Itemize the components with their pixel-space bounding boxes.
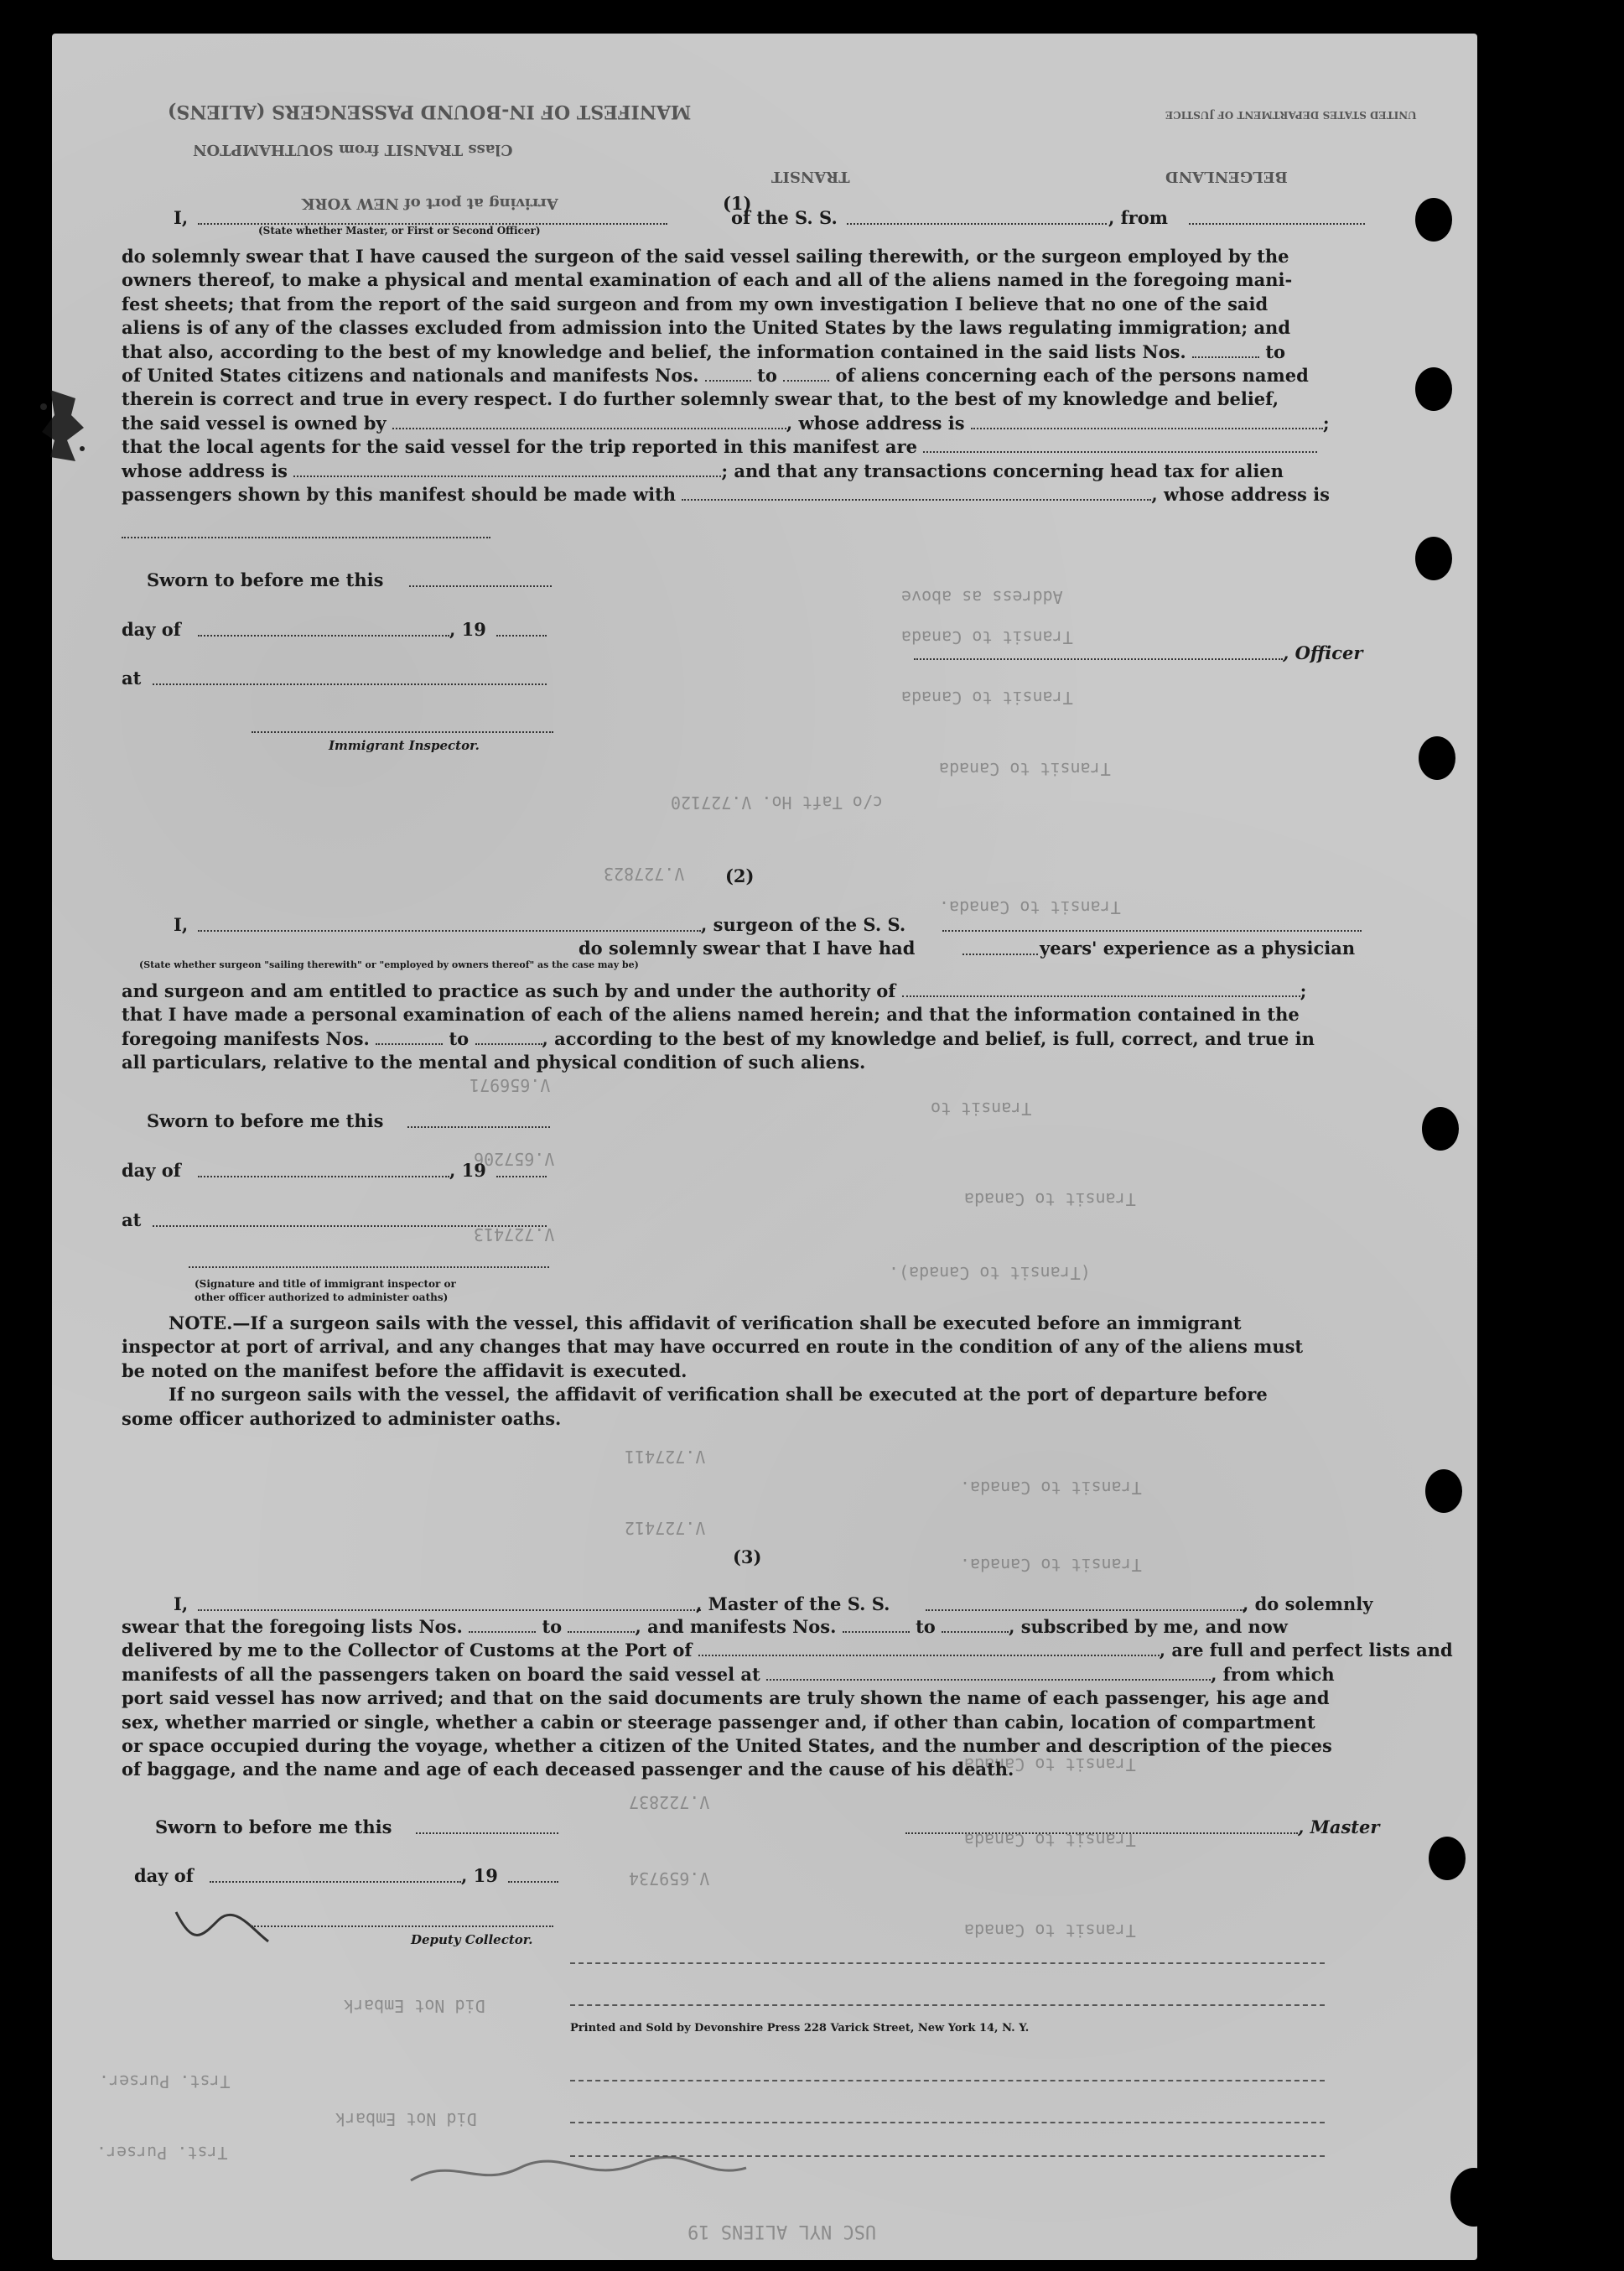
bleed-footer: USC NYL ALIENS 19 bbox=[687, 2221, 877, 2242]
s3-solemnly: , do solemnly bbox=[1243, 1593, 1373, 1614]
s3-full: , are full and perfect lists and bbox=[1159, 1640, 1453, 1661]
s2-to: to bbox=[449, 1027, 470, 1049]
bleed-entry: (Transit to Canada). bbox=[889, 1263, 1091, 1283]
section-1-number: (1) bbox=[723, 193, 752, 214]
note-block bbox=[122, 1312, 1375, 1431]
bleed-entry: Transit to Canada bbox=[964, 1189, 1136, 1209]
s1-of-ss-label: of the S. S. bbox=[731, 207, 838, 228]
punch-hole bbox=[1415, 198, 1452, 242]
bleed-entry: Trst. Purser. bbox=[99, 2071, 231, 2092]
s1-from-label: , from bbox=[1108, 207, 1168, 228]
s3-to-2: to bbox=[916, 1616, 936, 1637]
s1-body-line: owners thereof, to make a physical and mental examination of each and all of the aliens named in the foregoing mani- bbox=[122, 269, 1293, 291]
s2-body bbox=[122, 980, 1375, 1075]
s1-made-with: passengers shown by this manifest should be made with bbox=[122, 484, 677, 506]
s3-body-line bbox=[122, 1663, 1375, 1686]
s1-body-line: fest sheets; that from the report of the said surgeon and from my own investigation I believe that no one of the said bbox=[122, 293, 1269, 314]
s3-body bbox=[122, 1615, 1453, 1782]
s1-body-line bbox=[122, 460, 1375, 483]
s1-to-2: to bbox=[757, 365, 777, 387]
s3-nineteen: , 19 bbox=[461, 1865, 498, 1886]
section-3-number: (3) bbox=[733, 1546, 762, 1567]
bleed-entry: Trst. Purser. bbox=[96, 2143, 228, 2163]
s1-inspector-label: Immigrant Inspector. bbox=[329, 738, 480, 753]
bleed-entry: V.727411 bbox=[625, 1447, 706, 1467]
bleed-header-line: BELGENLAND bbox=[1165, 168, 1288, 185]
s3-collector-text: delivered by me to the Collector of Customs at the Port of bbox=[122, 1640, 693, 1661]
punch-hole bbox=[1415, 367, 1452, 411]
s1-officer-note: (State whether Master, or First or Second Officer) bbox=[258, 225, 541, 236]
s1-body-line bbox=[122, 364, 1375, 387]
ink-blot bbox=[34, 382, 92, 474]
s1-body-line bbox=[122, 435, 1375, 459]
s2-authority-text: and surgeon and am entitled to practice as such by and under the authority of bbox=[122, 980, 896, 1001]
punch-hole bbox=[1429, 1837, 1466, 1880]
bleed-entry: V.727823 bbox=[604, 864, 685, 884]
s1-lists-text: that also, according to the best of my knowledge and belief, the information contained in the said lists Nos. bbox=[122, 340, 1186, 362]
handwritten-mark bbox=[168, 1904, 285, 1954]
s3-body-line: port said vessel has now arrived; and that on the said documents are truly shown the name of each passenger, his age and bbox=[122, 1687, 1330, 1709]
s3-subscribed: , subscribed by me, and now bbox=[1009, 1616, 1288, 1637]
s1-agents-text: that the local agents for the said vessel for the trip reported in this manifest are bbox=[122, 436, 917, 458]
s1-whose-address: , whose address is bbox=[786, 412, 965, 434]
s1-sworn: Sworn to before me this bbox=[147, 569, 384, 590]
bleed-entry: V.657206 bbox=[474, 1149, 555, 1169]
s3-body-line: sex, whether married or single, whether a cabin or steerage passenger and, if other than cabin, location of compartment bbox=[122, 1711, 1315, 1733]
s2-manifests-text: foregoing manifests Nos. bbox=[122, 1027, 370, 1049]
s2-note: (State whether surgeon "sailing therewith" or "employed by owners thereof" as the case may be) bbox=[139, 959, 639, 970]
s3-body-line bbox=[122, 1639, 1453, 1662]
s2-day-of: day of bbox=[122, 1160, 181, 1181]
bleed-entry: V.727412 bbox=[625, 1518, 706, 1538]
s1-body-line: therein is correct and true in every respect. I do further solemnly swear that, to the best of my knowledge and belief, bbox=[122, 388, 1279, 410]
s3-taken-text: manifests of all the passengers taken on board the said vessel at bbox=[122, 1663, 760, 1685]
s3-manifests: , and manifests Nos. bbox=[635, 1616, 837, 1637]
s3-lists-text: swear that the foregoing lists Nos. bbox=[122, 1616, 463, 1637]
note-line: inspector at port of arrival, and any changes that may have occurred en route in the condition of any of the aliens must bbox=[122, 1336, 1304, 1358]
s2-signature-note-2: other officer authorized to administer oaths) bbox=[195, 1291, 449, 1303]
s1-whose-address-2: whose address is bbox=[122, 460, 288, 481]
s3-body-line: or space occupied during the voyage, whether a citizen of the United States, and the number and description of the pieces bbox=[122, 1735, 1332, 1757]
s3-master-sign: , Master bbox=[1298, 1816, 1380, 1837]
bleed-entry: c/o Taft Ho. V.727120 bbox=[671, 793, 883, 813]
bleed-entry: Transit to Canada bbox=[901, 627, 1073, 647]
bleed-entry: V.659734 bbox=[629, 1868, 710, 1889]
note-line: some officer authorized to administer oaths. bbox=[122, 1407, 562, 1429]
s1-body bbox=[122, 245, 1375, 507]
s2-signature-note-1: (Signature and title of immigrant inspector or bbox=[195, 1278, 456, 1290]
s2-body-line bbox=[122, 1027, 1375, 1051]
s1-aliens-concerning: of aliens concerning each of the persons named bbox=[835, 365, 1309, 387]
punch-hole bbox=[1425, 1469, 1462, 1513]
s1-day-of: day of bbox=[122, 619, 181, 640]
bleed-entry: Did Not Embark bbox=[335, 2109, 477, 2129]
s1-whose-address-3: , whose address is bbox=[1151, 484, 1330, 506]
s1-owned-by: the said vessel is owned by bbox=[122, 412, 387, 434]
punch-hole bbox=[1415, 537, 1452, 580]
s2-surgeon-label: , surgeon of the S. S. bbox=[701, 914, 906, 935]
bleed-header-line: Arriving at port of NEW YORK bbox=[302, 195, 558, 212]
bleed-entry: Transit to Canada. bbox=[960, 1555, 1142, 1575]
bleed-entry: Address as above bbox=[901, 587, 1063, 607]
s2-i-label: I, bbox=[174, 914, 189, 935]
s1-nineteen: , 19 bbox=[449, 619, 486, 640]
bleed-entry: Transit to Canada bbox=[964, 1754, 1136, 1775]
s1-to: to bbox=[1265, 340, 1286, 362]
bleed-entry: V.656971 bbox=[470, 1075, 551, 1095]
s1-body-line bbox=[122, 340, 1375, 364]
s3-to: to bbox=[542, 1616, 563, 1637]
bleed-entry: Transit to bbox=[931, 1099, 1032, 1119]
punch-hole bbox=[1419, 736, 1455, 780]
bleed-entry: Did Not Embark bbox=[344, 1996, 485, 2016]
handwritten-mark bbox=[402, 2147, 755, 2197]
s1-body-line bbox=[122, 412, 1375, 435]
bleed-header-line: UNITED STATES DEPARTMENT OF JUSTICE bbox=[1165, 109, 1417, 121]
bleed-entry: Transit to Canada bbox=[964, 1830, 1136, 1850]
bleed-entry: Transit to Canada bbox=[901, 688, 1073, 708]
bleed-entry: Transit to Canada bbox=[964, 1920, 1136, 1941]
s2-nineteen: , 19 bbox=[449, 1160, 486, 1181]
s2-sworn: Sworn to before me this bbox=[147, 1110, 384, 1131]
note-line: be noted on the manifest before the affidavit is executed. bbox=[122, 1359, 687, 1381]
s3-body-line bbox=[122, 1615, 1375, 1639]
s2-years-label: years' experience as a physician bbox=[1040, 938, 1356, 959]
s2-semicolon: ; bbox=[1300, 980, 1307, 1001]
bleed-entry: V.722837 bbox=[629, 1792, 710, 1812]
s2-body-line: that I have made a personal examination of each of the aliens named herein; and that the information contained in the bbox=[122, 1004, 1300, 1026]
s3-body-line: of baggage, and the name and age of each deceased passenger and the cause of his death. bbox=[122, 1759, 1014, 1780]
s2-body-line: all particulars, relative to the mental and physical condition of such aliens. bbox=[122, 1052, 866, 1073]
bleed-entry: Transit to Canada bbox=[939, 759, 1111, 779]
s1-body-line bbox=[122, 483, 1375, 507]
s2-body-line bbox=[122, 980, 1375, 1003]
punch-hole bbox=[1422, 1107, 1459, 1151]
printer-credit: Printed and Sold by Devonshire Press 228 Varick Street, New York 14, N. Y. bbox=[570, 2022, 1030, 2035]
s1-body-line: aliens is of any of the classes excluded from admission into the United States by the laws regulating immigration; and bbox=[122, 317, 1291, 339]
s1-semicolon: ; bbox=[1322, 412, 1330, 434]
s3-sworn: Sworn to before me this bbox=[155, 1816, 392, 1837]
s1-nationals-text: of United States citizens and nationals and manifests Nos. bbox=[122, 365, 699, 387]
note-line: NOTE.—If a surgeon sails with the vessel, this affidavit of verification shall be executed before an immigrant bbox=[169, 1312, 1242, 1333]
s3-master-label: , Master of the S. S. bbox=[696, 1593, 890, 1614]
bleed-header-line: Class TRANSIT from SOUTHAMPTON bbox=[193, 141, 513, 159]
s1-body-line: do solemnly swear that I have caused the surgeon of the said vessel sailing therewith, or the surgeon employed by the bbox=[122, 246, 1289, 267]
s3-from-which: , from which bbox=[1211, 1663, 1335, 1685]
s3-i-label: I, bbox=[174, 1593, 189, 1614]
bleed-entry: Transit to Canada. bbox=[960, 1478, 1142, 1498]
bleed-entry: Transit to Canada. bbox=[939, 897, 1121, 917]
s1-head-tax: ; and that any transactions concerning head tax for alien bbox=[721, 460, 1284, 481]
s2-swear-label: do solemnly swear that I have had bbox=[579, 938, 916, 959]
punch-hole bbox=[1450, 2168, 1497, 2227]
bleed-header-line: TRANSIT bbox=[771, 168, 850, 185]
s3-day-of: day of bbox=[134, 1865, 194, 1886]
s1-officer-label: , Officer bbox=[1283, 642, 1363, 663]
s1-i-label: I, bbox=[174, 207, 189, 228]
s1-at: at bbox=[122, 668, 142, 689]
s2-at: at bbox=[122, 1209, 142, 1230]
section-2-number: (2) bbox=[725, 865, 755, 886]
s3-deputy-label: Deputy Collector. bbox=[411, 1932, 533, 1947]
s2-according: , according to the best of my knowledge and belief, is full, correct, and true in bbox=[542, 1027, 1315, 1049]
bleed-entry: V.727413 bbox=[474, 1224, 555, 1245]
note-line: If no surgeon sails with the vessel, the affidavit of verification shall be executed at the port of departure before bbox=[169, 1384, 1268, 1406]
bleed-header-line: MANIFEST OF IN-BOUND PASSENGERS (ALIENS) bbox=[168, 101, 692, 122]
